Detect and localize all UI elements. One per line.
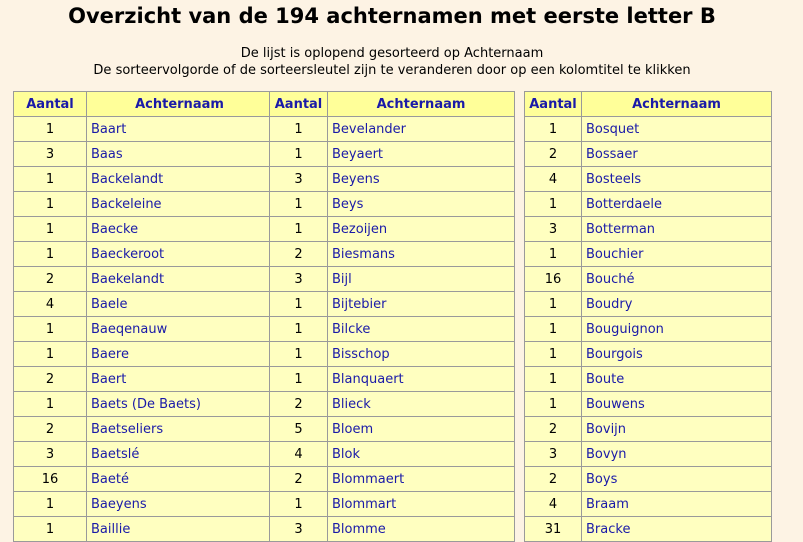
surname-count: 1 [270, 317, 328, 342]
table-row [525, 392, 772, 417]
table-row [270, 142, 515, 167]
surname-link[interactable]: Backeleine [91, 196, 162, 212]
surname-cell [582, 517, 772, 542]
surname-link[interactable]: Bossaer [586, 146, 638, 162]
surname-cell [582, 267, 772, 292]
surname-cell [582, 142, 772, 167]
surname-count: 1 [14, 192, 87, 217]
surname-count: 1 [14, 117, 87, 142]
surname-link[interactable]: Botterman [586, 221, 656, 237]
surname-cell [582, 417, 772, 442]
surname-count: 1 [270, 117, 328, 142]
surname-count: 1 [14, 392, 87, 417]
table-row [525, 517, 772, 542]
surname-cell [328, 167, 515, 192]
surname-link[interactable]: Blieck [332, 396, 371, 412]
table-row [270, 467, 515, 492]
table-row [14, 167, 273, 192]
surname-column-header[interactable]: Achternaam [582, 92, 772, 117]
surname-table-2 [269, 91, 515, 542]
table-row [14, 517, 273, 542]
table-row [14, 192, 273, 217]
count-column-header[interactable]: Aantal [14, 92, 87, 117]
surname-cell [582, 367, 772, 392]
surname-cell [87, 367, 273, 392]
surname-count: 4 [270, 442, 328, 467]
surname-link[interactable]: Bourgois [586, 346, 643, 362]
surname-count: 1 [14, 317, 87, 342]
surname-cell [582, 192, 772, 217]
surname-count: 1 [14, 342, 87, 367]
count-column-header[interactable]: Aantal [525, 92, 582, 117]
table-row [525, 142, 772, 167]
table-row [525, 317, 772, 342]
surname-column-header[interactable]: Achternaam [328, 92, 515, 117]
table-row [270, 242, 515, 267]
surname-count: 1 [270, 292, 328, 317]
surname-cell [87, 417, 273, 442]
surname-link[interactable]: Baets (De Baets) [91, 396, 201, 412]
table-row [270, 317, 515, 342]
surname-link[interactable]: Bracke [586, 521, 631, 537]
surname-link[interactable]: Bisschop [332, 346, 390, 362]
surname-cell [582, 167, 772, 192]
surname-cell [582, 217, 772, 242]
surname-link[interactable]: Baillie [91, 521, 131, 537]
surname-cell [87, 467, 273, 492]
surname-link[interactable]: Bovyn [586, 446, 627, 462]
table-row [270, 442, 515, 467]
surname-count: 1 [525, 392, 582, 417]
table-row [270, 492, 515, 517]
surname-cell [328, 442, 515, 467]
table-row [525, 467, 772, 492]
surname-cell [328, 267, 515, 292]
surname-link[interactable]: Boudry [586, 296, 633, 312]
surname-link[interactable]: Bouché [586, 271, 635, 287]
surname-cell [87, 117, 273, 142]
surname-cell [582, 392, 772, 417]
table-row [525, 242, 772, 267]
surname-link[interactable]: Blommaert [332, 471, 405, 487]
page-title: Overzicht van de 194 achternamen met eerste letter B [68, 4, 716, 28]
surname-count: 1 [270, 192, 328, 217]
surname-count: 31 [525, 517, 582, 542]
surname-link[interactable]: Blok [332, 446, 361, 462]
surname-link[interactable]: Bouguignon [586, 321, 664, 337]
table-row [14, 317, 273, 342]
surname-cell [582, 242, 772, 267]
surname-cell [582, 292, 772, 317]
surname-cell [582, 117, 772, 142]
surname-count: 1 [14, 517, 87, 542]
surname-count: 3 [270, 267, 328, 292]
surname-count: 3 [270, 517, 328, 542]
surname-count: 4 [525, 492, 582, 517]
table-row [14, 367, 273, 392]
table-row [525, 117, 772, 142]
table-row [525, 417, 772, 442]
surname-count: 1 [525, 242, 582, 267]
surname-cell [87, 317, 273, 342]
surname-link[interactable]: Baart [91, 121, 127, 137]
table-row [14, 392, 273, 417]
table-row [270, 217, 515, 242]
surname-cell [328, 217, 515, 242]
surname-table-1 [13, 91, 273, 542]
surname-link[interactable]: Braam [586, 496, 629, 512]
surname-cell [87, 342, 273, 367]
surname-count: 1 [525, 367, 582, 392]
table-row [270, 417, 515, 442]
surname-link[interactable]: Bosquet [586, 121, 640, 137]
surname-link[interactable]: Boute [586, 371, 625, 387]
surname-link[interactable]: Blommart [332, 496, 397, 512]
surname-link[interactable]: Baetseliers [91, 421, 164, 437]
table-row [270, 517, 515, 542]
surname-cell [87, 517, 273, 542]
table-row [14, 342, 273, 367]
table-row [525, 192, 772, 217]
surname-link[interactable]: Baele [91, 296, 128, 312]
surname-link[interactable]: Baert [91, 371, 127, 387]
surname-link[interactable]: Bijl [332, 271, 352, 287]
surname-count: 2 [525, 417, 582, 442]
surname-cell [582, 492, 772, 517]
surname-cell [328, 242, 515, 267]
surname-cell [87, 492, 273, 517]
surname-count: 1 [14, 242, 87, 267]
surname-count: 16 [14, 467, 87, 492]
table-row [270, 392, 515, 417]
table-row [14, 242, 273, 267]
surname-count: 1 [525, 192, 582, 217]
table-row [270, 192, 515, 217]
surname-link[interactable]: Bilcke [332, 321, 371, 337]
table-row [14, 442, 273, 467]
surname-count: 2 [14, 367, 87, 392]
surname-count: 1 [270, 492, 328, 517]
surname-count: 4 [525, 167, 582, 192]
surname-cell [87, 267, 273, 292]
surname-count: 2 [14, 417, 87, 442]
surname-link[interactable]: Bevelander [332, 121, 407, 137]
table-row [525, 217, 772, 242]
surname-link[interactable]: Baeckeroot [91, 246, 165, 262]
surname-count: 2 [525, 467, 582, 492]
surname-count: 1 [525, 342, 582, 367]
table-row [14, 417, 273, 442]
surname-cell [87, 217, 273, 242]
surname-count: 1 [525, 117, 582, 142]
surname-cell [87, 392, 273, 417]
surname-link[interactable]: Baekelandt [91, 271, 165, 287]
surname-link[interactable]: Beyens [332, 171, 380, 187]
table-row [14, 217, 273, 242]
surname-link[interactable]: Blomme [332, 521, 386, 537]
surname-cell [328, 417, 515, 442]
surname-count: 1 [270, 142, 328, 167]
surname-link[interactable]: Bouwens [586, 396, 645, 412]
surname-link[interactable]: Botterdaele [586, 196, 663, 212]
surname-count: 1 [270, 217, 328, 242]
surname-cell [582, 342, 772, 367]
sort-info-line: De lijst is oplopend gesorteerd op Achternaam [240, 46, 544, 61]
surname-link[interactable]: Backelandt [91, 171, 164, 187]
table-row [270, 167, 515, 192]
surname-column-header[interactable]: Achternaam [87, 92, 273, 117]
table-row [525, 442, 772, 467]
surname-count: 3 [525, 217, 582, 242]
surname-count: 2 [270, 467, 328, 492]
surname-cell [87, 292, 273, 317]
surname-count: 2 [270, 392, 328, 417]
surname-count: 5 [270, 417, 328, 442]
surname-cell [582, 467, 772, 492]
count-column-header[interactable]: Aantal [270, 92, 328, 117]
surname-count: 1 [270, 342, 328, 367]
surname-count: 1 [14, 492, 87, 517]
surname-link[interactable]: Blanquaert [332, 371, 404, 387]
table-row [270, 367, 515, 392]
table-row [270, 342, 515, 367]
surname-count: 4 [14, 292, 87, 317]
table-row [270, 267, 515, 292]
surname-cell [328, 317, 515, 342]
surname-cell [328, 367, 515, 392]
surname-cell [328, 492, 515, 517]
surname-link[interactable]: Bouchier [586, 246, 644, 262]
surname-cell [328, 292, 515, 317]
table-row [14, 467, 273, 492]
surname-link[interactable]: Bijtebier [332, 296, 387, 312]
surname-link[interactable]: Baetslé [91, 446, 140, 462]
surname-link[interactable]: Biesmans [332, 246, 395, 262]
surname-cell [582, 317, 772, 342]
surname-link[interactable]: Baecke [91, 221, 139, 237]
surname-count: 2 [14, 267, 87, 292]
table-row [270, 117, 515, 142]
surname-cell [328, 142, 515, 167]
surname-cell [87, 167, 273, 192]
table-row [525, 492, 772, 517]
table-row [270, 292, 515, 317]
surname-cell [328, 342, 515, 367]
table-row [14, 142, 273, 167]
surname-link[interactable]: Baas [91, 146, 123, 162]
table-row [525, 167, 772, 192]
table-row [525, 342, 772, 367]
surname-link[interactable]: Baeyens [91, 496, 147, 512]
table-row [525, 292, 772, 317]
surname-count: 3 [270, 167, 328, 192]
surname-count: 3 [14, 142, 87, 167]
table-row [525, 267, 772, 292]
surname-cell [582, 442, 772, 467]
table-row [525, 367, 772, 392]
sort-hint-line: De sorteervolgorde of de sorteersleutel zijn te veranderen door op een kolomtitel te klikken [93, 63, 691, 78]
surname-link[interactable]: Bosteels [586, 171, 642, 187]
surname-link[interactable]: Beyaert [332, 146, 384, 162]
surname-count: 1 [14, 167, 87, 192]
surname-cell [328, 467, 515, 492]
surname-count: 1 [525, 317, 582, 342]
surname-link[interactable]: Baeqenauw [91, 321, 168, 337]
surname-link[interactable]: Beys [332, 196, 364, 212]
surname-cell [328, 517, 515, 542]
surname-cell [87, 192, 273, 217]
surname-count: 16 [525, 267, 582, 292]
table-row [14, 267, 273, 292]
surname-cell [328, 192, 515, 217]
surname-cell [87, 442, 273, 467]
table-row [14, 117, 273, 142]
surname-link[interactable]: Bovijn [586, 421, 627, 437]
surname-cell [87, 242, 273, 267]
surname-count: 1 [270, 367, 328, 392]
surname-link[interactable]: Bloem [332, 421, 374, 437]
table-row [14, 492, 273, 517]
surname-count: 3 [14, 442, 87, 467]
surname-link[interactable]: Boys [586, 471, 618, 487]
surname-count: 2 [525, 142, 582, 167]
surname-count: 1 [14, 217, 87, 242]
surname-link[interactable]: Bezoijen [332, 221, 388, 237]
surname-table-3 [524, 91, 772, 542]
surname-link[interactable]: Baeté [91, 471, 129, 487]
surname-link[interactable]: Baere [91, 346, 129, 362]
table-row [14, 292, 273, 317]
surname-cell [328, 392, 515, 417]
surname-cell [328, 117, 515, 142]
surname-count: 2 [270, 242, 328, 267]
surname-count: 3 [525, 442, 582, 467]
surname-cell [87, 142, 273, 167]
surname-count: 1 [525, 292, 582, 317]
